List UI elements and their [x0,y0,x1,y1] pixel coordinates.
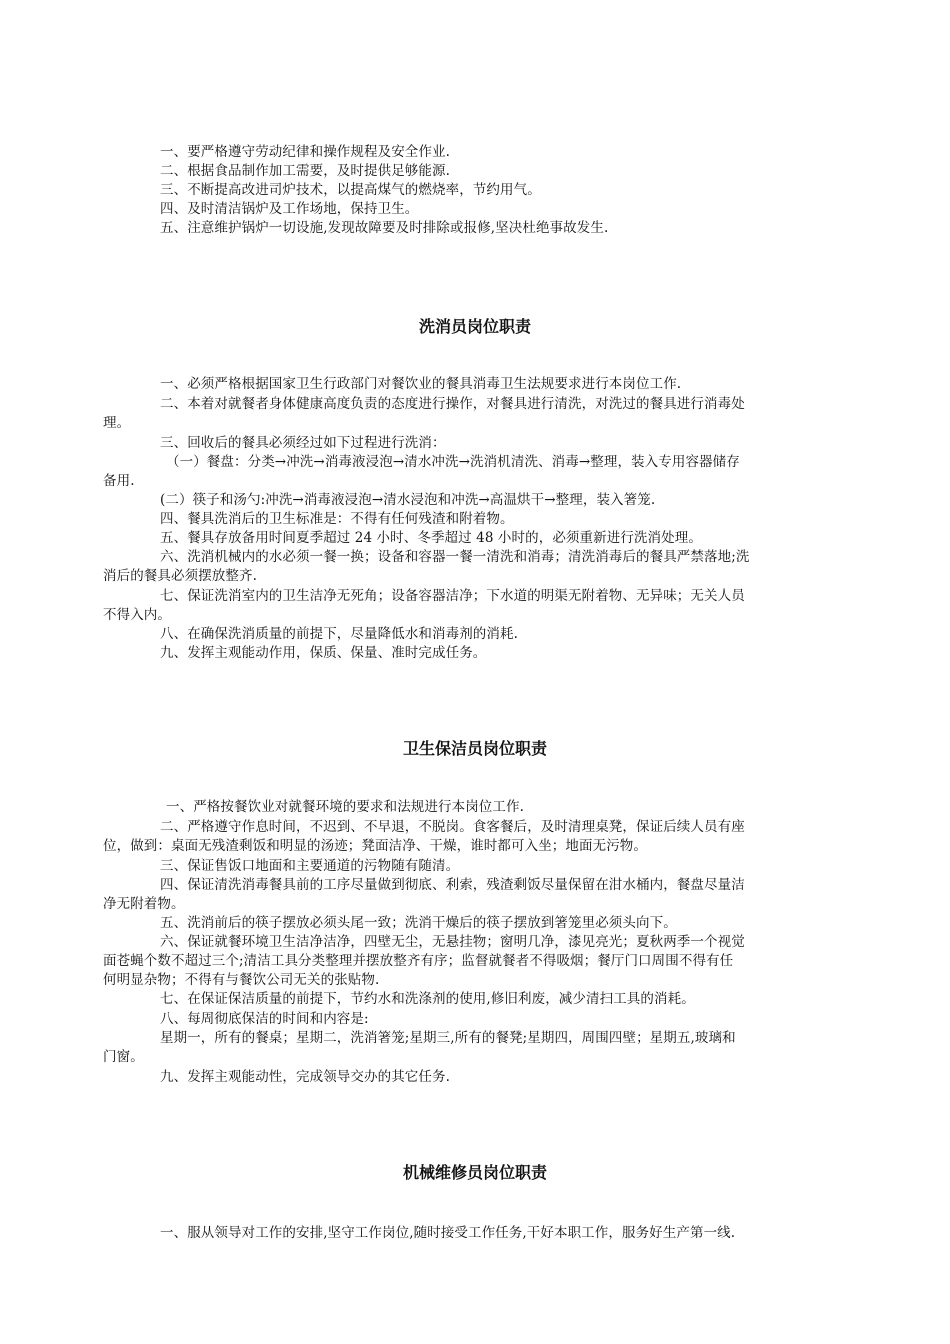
paragraph: 一、必须严格根据国家卫生行政部门对餐饮业的餐具消毒卫生法规要求进行本岗位工作. [160,376,682,392]
paragraph: 二、根据食品制作加工需要，及时提供足够能源. [160,163,450,179]
paragraph: 六、保证就餐环境卫生洁净洁净，四壁无尘，无悬挂物；窗明几净，漆见亮光；夏秋两季一个视觉 [160,934,745,950]
paragraph: 三、保证售饭口地面和主要通道的污物随有随清。 [160,858,460,874]
paragraph-continuation: 消后的餐具必须摆放整齐. [103,568,257,584]
paragraph: 三、回收后的餐具必须经过如下过程进行洗消： [160,435,446,451]
section-title: 机械维修员岗位职责 [402,1163,547,1182]
paragraph: 一、严格按餐饮业对就餐环境的要求和法规进行本岗位工作. [166,799,524,815]
paragraph: 四、保证清洗消毒餐具前的工序尽量做到彻底、利索，残渣剩饭尽量保留在泔水桶内，餐盘尽量洁 [160,877,745,893]
paragraph: 星期一，所有的餐桌；星期二，洗消箸笼;星期三,所有的餐凳;星期四，周围四壁；星期五,玻璃和 [160,1030,736,1046]
paragraph: 四、餐具洗消后的卫生标准是：不得有任何残渣和附着物。 [160,511,514,527]
paragraph: 五、注意维护锅炉一切设施,发现故障要及时排除或报修,坚决杜绝事故发生. [160,220,609,236]
paragraph-continuation: 何明显杂物；不得有与餐饮公司无关的张贴物. [103,972,380,988]
paragraph: 三、不断提高改进司炉技术，以提高煤气的燃烧率，节约用气。 [160,182,541,198]
section-title: 卫生保洁员岗位职责 [402,739,547,758]
paragraph-continuation: 门窗。 [103,1049,144,1065]
paragraph: 二、严格遵守作息时间，不迟到、不早退，不脱岗。食客餐后，及时清理桌凳，保证后续人员有座 [160,819,745,835]
paragraph: 七、保证洗消室内的卫生洁净无死角；设备容器洁净；下水道的明渠无附着物、无异味；无关人员 [160,588,745,604]
paragraph: 一、要严格遵守劳动纪律和操作规程及安全作业. [160,144,450,160]
paragraph-continuation: 不得入内。 [103,607,171,623]
paragraph: 九、发挥主观能动作用，保质、保量、准时完成任务。 [160,645,487,661]
paragraph-continuation: 位，做到：桌面无残渣剩饭和明显的汤迹；凳面洁净、干燥，谁时都可入坐；地面无污物。 [103,838,647,854]
paragraph-continuation: 理。 [103,415,131,431]
paragraph: （一）餐盘：分类→冲洗→消毒液浸泡→清水冲洗→洗消机清洗、消毒→整理，装入专用容器储存 [166,454,740,470]
paragraph: (二）筷子和汤勺:冲洗→消毒液浸泡→清水浸泡和冲洗→高温烘干→整理，装入箸笼. [160,492,656,508]
paragraph: 五、洗消前后的筷子摆放必须头尾一致；洗消干燥后的筷子摆放到箸笼里必须头向下。 [160,915,677,931]
section-title: 洗消员岗位职责 [418,317,531,336]
paragraph-continuation: 面苍蝇个数不超过三个;清洁工具分类整理并摆放整齐有序；监督就餐者不得吸烟；餐厅门口周围不得有任 [103,953,734,969]
paragraph: 五、餐具存放备用时间夏季超过 24 小时、冬季超过 48 小时的，必须重新进行洗消处理。 [160,530,702,546]
paragraph: 九、发挥主观能动性，完成领导交办的其它任务. [160,1069,450,1085]
paragraph: 四、及时清洁锅炉及工作场地，保持卫生。 [160,201,419,217]
paragraph: 七、在保证保洁质量的前提下，节约水和洗涤剂的使用,修旧利废，减少清扫工具的消耗。 [160,991,695,1007]
paragraph-continuation: 净无附着物。 [103,896,185,912]
paragraph: 二、本着对就餐者身体健康高度负责的态度进行操作，对餐具进行清洗，对洗过的餐具进行消毒处 [160,396,745,412]
paragraph: 八、在确保洗消质量的前提下，尽量降低水和消毒剂的消耗. [160,626,518,642]
paragraph-continuation: 备用. [103,473,135,489]
paragraph: 六、洗消机械内的水必须一餐一换；设备和容器一餐一清洗和消毒；清洗消毒后的餐具严禁落地;洗 [160,549,750,565]
paragraph: 八、每周彻底保洁的时间和内容是: [160,1011,369,1027]
paragraph: 一、服从领导对工作的安排,坚守工作岗位,随时接受工作任务,干好本职工作，服务好生产第一线. [160,1225,736,1241]
